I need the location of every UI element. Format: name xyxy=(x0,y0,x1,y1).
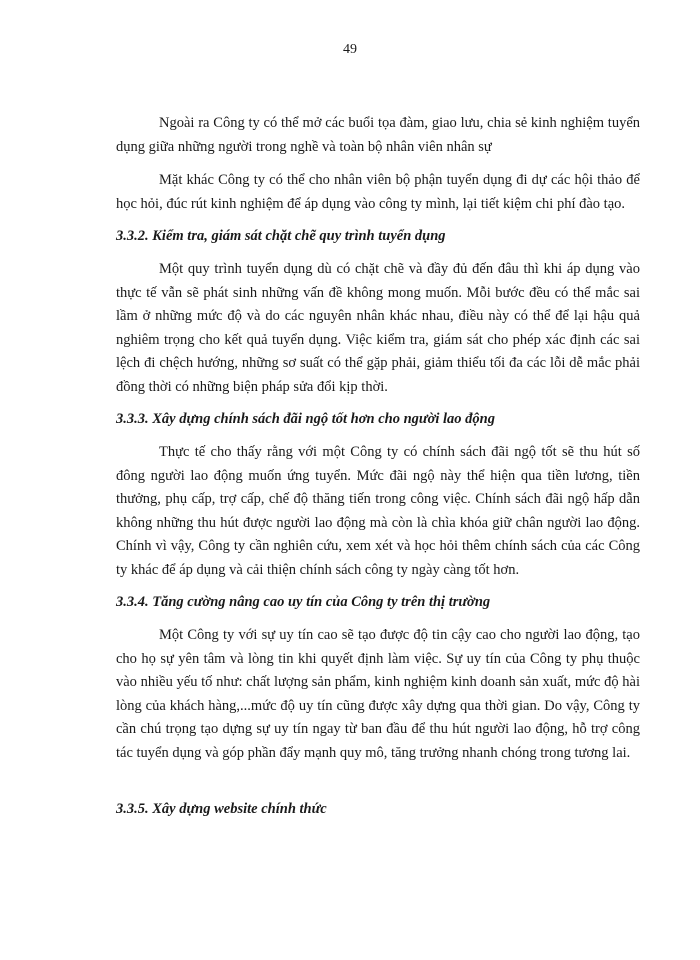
section-heading-3-3-5: 3.3.5. Xây dựng website chính thức xyxy=(116,801,327,817)
paragraph-compensation: Thực tế cho thấy rằng với một Công ty có chính sách đãi ngộ tốt sẽ thu hút số đông người lao động muốn ứng tuyển. Mức đãi ngộ này thể hiện qua tiền lương, tiền thưởng, phụ cấp, trợ cấp, chế độ thăng tiến trong công việc. Chính sách đãi ngộ hấp dẫn không những thu hút được người lao động mà còn là chìa khóa giữ chân người lao động. Chính vì vậy, Công ty cần nghiên cứu, xem xét và học hỏi thêm chính sách của các Công ty khác để áp dụng và cải thiện chính sách công ty ngày càng tốt hơn. xyxy=(116,444,640,578)
page-number: 49 xyxy=(343,42,357,57)
paragraph-seminars: Ngoài ra Công ty có thể mở các buổi tọa đàm, giao lưu, chia sẻ kinh nghiệm tuyển dụng giữa những người trong nghề và toàn bộ nhân viên nhân sự xyxy=(116,115,640,155)
paragraph-reputation: Một Công ty với sự uy tín cao sẽ tạo được độ tin cậy cao cho người lao động, tạo cho họ sự yên tâm và lòng tin khi quyết định làm việc. Sự uy tín của Công ty phụ thuộc vào nhiều yếu tố như: chất lượng sản phẩm, kinh nghiệm kinh doanh sản xuất, mức độ hài lòng của khách hàng,...mức độ uy tín cũng được xây dựng qua thời gian. Do vậy, Công ty cần chú trọng tạo dựng sự uy tín ngay từ ban đầu để thu hút người lao động, hỗ trợ công tác tuyển dụng và góp phần đẩy mạnh quy mô, tăng trưởng nhanh chóng trong tương lai. xyxy=(116,627,640,761)
section-heading-3-3-3: 3.3.3. Xây dựng chính sách đãi ngộ tốt hơn cho người lao động xyxy=(116,411,495,427)
paragraph-workshops: Mặt khác Công ty có thể cho nhân viên bộ phận tuyển dụng đi dự các hội thảo để học hỏi, đúc rút kinh nghiệm để áp dụng vào công ty mình, lại tiết kiệm chi phí đào tạo. xyxy=(116,172,640,212)
paragraph-monitoring: Một quy trình tuyển dụng dù có chặt chẽ và đầy đủ đến đâu thì khi áp dụng vào thực tế vẫn sẽ phát sinh những vấn đề không mong muốn. Mỗi bước đều có thể mắc sai lầm ở những mức độ và do các nguyên nhân khác nhau, điều này có thể để lại hậu quả nghiêm trọng cho kết quả tuyển dụng. Việc kiểm tra, giám sát cho phép xác định các sai lệch đi chệch hướng, những sơ suất có thể gặp phải, giảm thiểu tối đa các lỗi dễ mắc phải đồng thời có những biện pháp sửa đổi kịp thời. xyxy=(116,261,640,395)
page-content xyxy=(116,112,640,831)
section-heading-3-3-4: 3.3.4. Tăng cường nâng cao uy tín của Công ty trên thị trường xyxy=(116,594,491,610)
section-heading-3-3-2: 3.3.2. Kiểm tra, giám sát chặt chẽ quy trình tuyển dụng xyxy=(116,228,446,244)
